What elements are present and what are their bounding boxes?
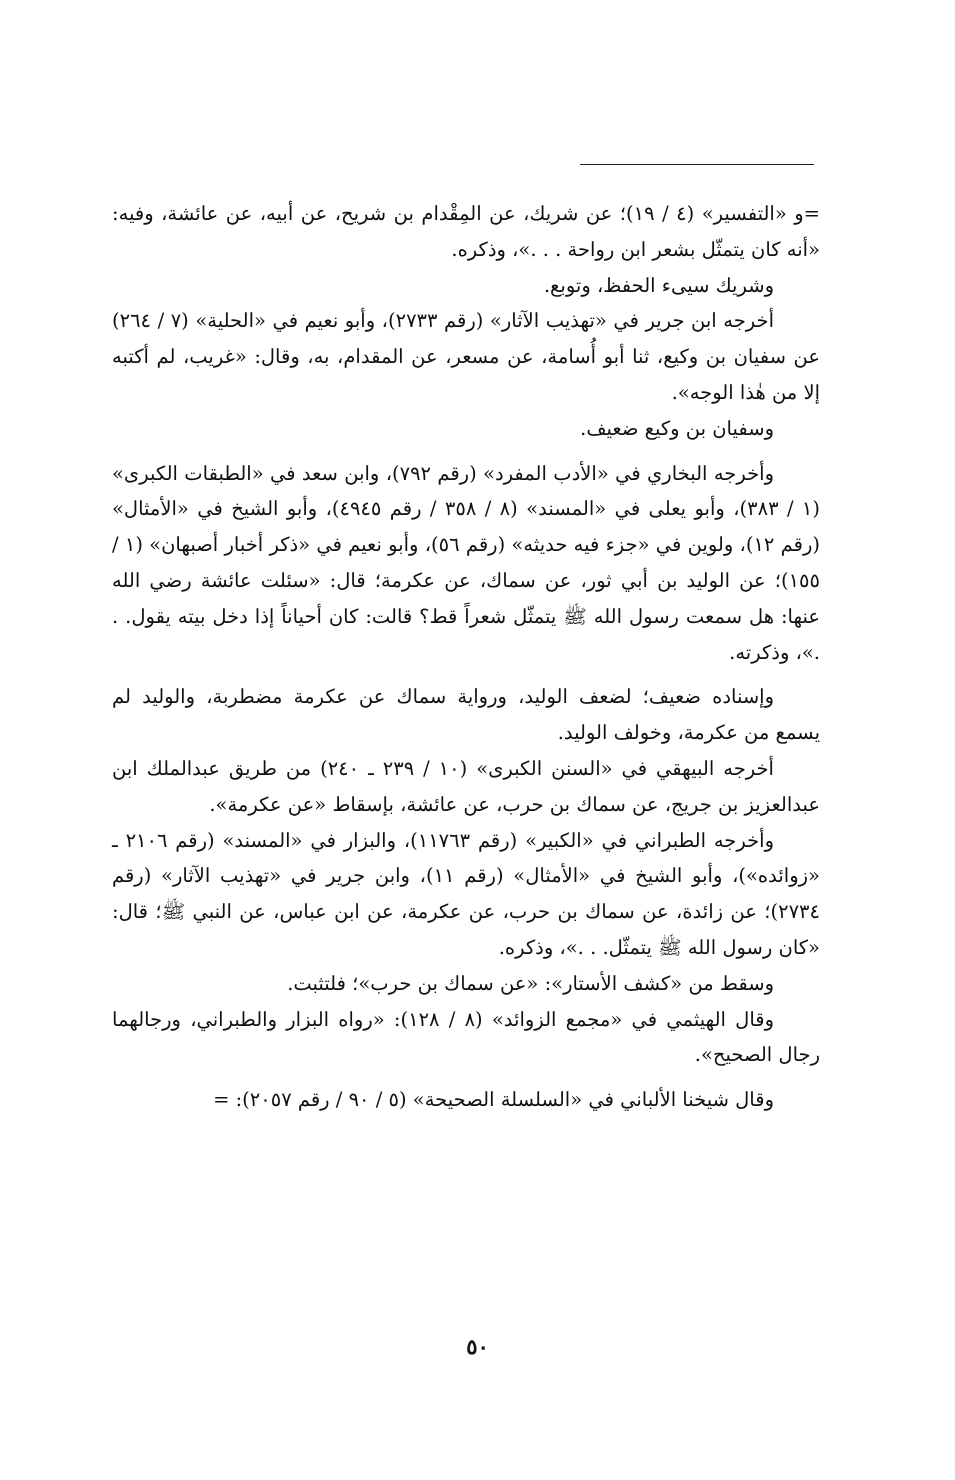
- footnote-paragraph: وسقط من «كشف الأستار»: «عن سماك بن حرب»؛ فلتثبت.: [287, 971, 774, 995]
- footnote-paragraph: وأخرجه الطبراني في «الكبير» (رقم ١١٧٦٣)، والبزار في «المسند» (رقم ٢١٠٦ ـ «زوائده»)، وأبو الشيخ في «الأمثال» (رقم ١١)، وابن جرير في «تهذيب الآثار» (رقم ٢٧٣٤)؛ عن زائدة، عن سماك بن حرب، عن عكرمة، عن ابن عباس، عن النبي ﷺ؛ قال: «كان رسول الله ﷺ يتمثّل. . .»، وذكره.: [112, 828, 820, 959]
- page-number: ٥٠: [466, 1334, 489, 1359]
- footnote-paragraph: أخرجه ابن جرير في «تهذيب الآثار» (رقم ٢٧٣٣)، وأبو نعيم في «الحلية» (٧ / ٢٦٤) عن سفيان بن وكيع، ثنا أبو أُسامة، عن مسعر، عن المقدام، به، وقال: «غريب، لم أكتبه إلا من هٰذا الوجه».: [112, 309, 820, 404]
- footnote-paragraph: وسفيان بن وكيع ضعيف.: [580, 416, 774, 440]
- footnote-paragraph: وقال شيخنا الألباني في «السلسلة الصحيحة» (٥ / ٩٠ / رقم ٢٠٥٧): =: [213, 1088, 774, 1112]
- footnote-paragraph: أخرجه البيهقي في «السنن الكبرى» (١٠ / ٢٣٩ ـ ٢٤٠) من طريق عبدالملك ابن عبدالعزيز بن جريج، عن سماك بن حرب، عن عائشة، بإسقاط «عن عكرمة».: [112, 756, 820, 816]
- footnote-separator-rule: [580, 164, 814, 165]
- footnotes-block: [112, 196, 820, 1118]
- footnote-paragraph: وإسناده ضعيف؛ لضعف الوليد، ورواية سماك عن عكرمة مضطربة، والوليد لم يسمع من عكرمة، وخولف الوليد.: [112, 685, 820, 745]
- footnote-paragraph: وأخرجه البخاري في «الأدب المفرد» (رقم ٧٩٢)، وابن سعد في «الطبقات الكبرى» (١ / ٣٨٣)، وأبو يعلى في «المسند» (٨ / ٣٥٨ / رقم ٤٩٤٥)، وأبو الشيخ في «الأمثال» (رقم ١٢)، ولوين في «جزء فيه حديثه» (رقم ٥٦)، وأبو نعيم في «ذكر أخبار أصبهان» (١ / ١٥٥)؛ عن الوليد بن أبي ثور، عن سماك، عن عكرمة؛ قال: «سئلت عائشة رضي الله عنها: هل سمعت رسول الله ﷺ يتمثّل شعراً قط؟ قالت: كان أحياناً إذا دخل بيته يقول. . .»، وذكرته.: [112, 461, 821, 664]
- footnote-paragraph: =و «التفسير» (٤ / ١٩)؛ عن شريك، عن المِقْدام بن شريح، عن أبيه، عن عائشة، وفيه: «أنه كان يتمثّل بشعر ابن رواحة . . .»، وذكره.: [112, 202, 821, 261]
- footnote-paragraph: وشريك سيىء الحفظ، وتوبع.: [543, 273, 774, 297]
- footnote-paragraph: وقال الهيثمي في «مجمع الزوائد» (٨ / ١٢٨): «رواه البزار والطبراني، ورجالهما رجال الصحيح».: [112, 1007, 820, 1067]
